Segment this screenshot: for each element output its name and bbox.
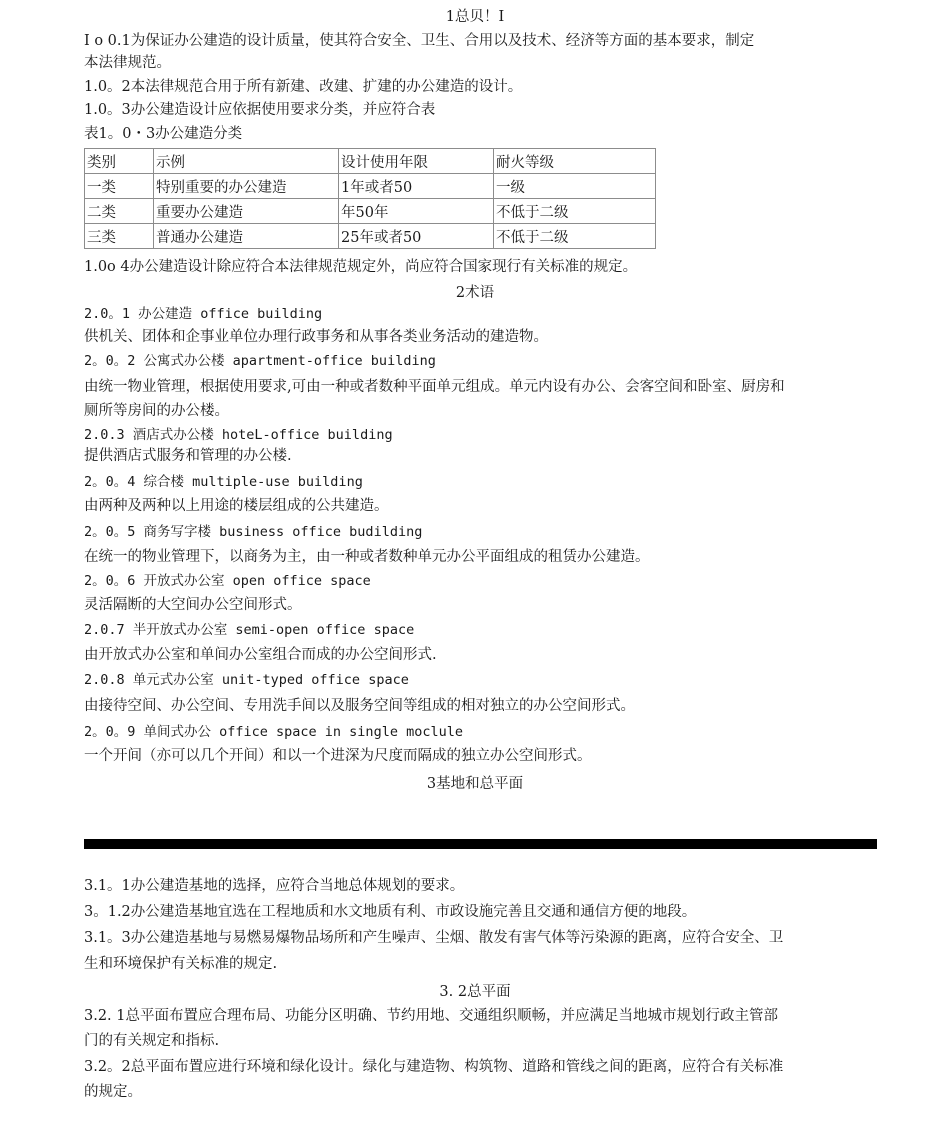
table-row (85, 224, 656, 249)
table-cell: 不低于二级 (494, 199, 656, 224)
classification-table (84, 148, 656, 249)
clause-3-2-1-line2: 门的有关规定和指标. (84, 1033, 220, 1049)
section-3-2-heading: 3. 2总平面 (439, 984, 511, 1000)
clause-1-0-2: 1.0。2本法律规范合用于所有新建、改建、扩建的办公建造的设计。 (84, 79, 523, 95)
term-definition: 由统一物业管理，根据使用要求,可由一种或者数种平面单元组成。单元内设有办公、会客空间和卧室、厨房和 (84, 379, 785, 395)
table-cell: 二类 (85, 199, 154, 224)
chapter-1-heading: 1总贝！I (445, 9, 505, 25)
clause-3-2-2-line1: 3.2。2总平面布置应进行环境和绿化设计。绿化与建造物、构筑物、道路和管线之间的距离，应符合有关标准 (84, 1059, 784, 1075)
term-title: 2。0。9 单间式办公 office space in single moclule (84, 724, 463, 740)
clause-3-2-1-line1: 3.2. 1总平面布置应合理布局、功能分区明确、节约用地、交通组织顺畅，并应满足当地城市规划行政主管部 (84, 1008, 778, 1024)
chapter-2-heading: 2术语 (455, 285, 495, 301)
table-cell: 不低于二级 (494, 224, 656, 249)
table-header-row (85, 149, 656, 174)
clause-3-1-3-line1: 3.1。3办公建造基地与易燃易爆物品场所和产生噪声、尘烟、散发有害气体等污染源的距离，应符合安全、卫 (84, 930, 784, 946)
clause-3-2-2-line2: 的规定。 (84, 1084, 142, 1100)
term-title: 2。0。6 开放式办公室 open office space (84, 573, 371, 589)
term-definition-cont: 厕所等房间的办公楼。 (84, 403, 229, 419)
term-definition: 由开放式办公室和单间办公室组合而成的办公空间形式. (84, 647, 437, 663)
clause-3-1-3-line2: 生和环境保护有关标准的规定. (84, 956, 278, 972)
clause-3-1-2: 3。1.2办公建造基地宜选在工程地质和水文地质有利、市政设施完善且交通和通信方便的地段。 (84, 904, 697, 920)
table-cell: 年50年 (339, 199, 494, 224)
table-cell: 一级 (494, 174, 656, 199)
table-row (85, 199, 656, 224)
table-cell: 普通办公建造 (154, 224, 339, 249)
table-cell: 1年或者50 (339, 174, 494, 199)
term-title: 2.0.3 酒店式办公楼 hoteL-office building (84, 427, 393, 443)
table-caption: 表1。0・3办公建造分类 (84, 126, 243, 142)
term-definition: 由接待空间、办公空间、专用洗手间以及服务空间等组成的相对独立的办公空间形式。 (84, 698, 635, 714)
table-cell: 25年或者50 (339, 224, 494, 249)
header-cell: 设计使用年限 (339, 149, 494, 174)
table-row (85, 174, 656, 199)
table-cell: 一类 (85, 174, 154, 199)
term-definition: 提供酒店式服务和管理的办公楼. (84, 448, 292, 464)
term-definition: 在统一的物业管理下，以商务为主，由一种或者数种单元办公平面组成的租赁办公建造。 (84, 549, 650, 565)
clause-1-0-1-line2: 本法律规范。 (84, 55, 171, 71)
clause-3-1-1: 3.1。1办公建造基地的选择，应符合当地总体规划的要求。 (84, 878, 465, 894)
table-cell: 三类 (85, 224, 154, 249)
chapter-3-heading: 3基地和总平面 (426, 776, 524, 792)
term-title: 2。0。5 商务写字楼 business office budilding (84, 524, 423, 540)
header-cell: 类别 (85, 149, 154, 174)
clause-1-0-1-line1: I o 0.1为保证办公建造的设计质量，使其符合安全、卫生、合用以及技术、经济等方面的基本要求，制定 (84, 33, 755, 49)
table-cell: 重要办公建造 (154, 199, 339, 224)
header-cell: 耐火等级 (494, 149, 656, 174)
term-title: 2.0。1 办公建造 office building (84, 306, 323, 322)
term-definition: 一个开间（亦可以几个开间）和以一个进深为尺度而隔成的独立办公空间形式。 (84, 748, 592, 764)
term-title: 2.0.7 半开放式办公室 semi-open office space (84, 622, 415, 638)
term-definition: 由两种及两种以上用途的楼层组成的公共建造。 (84, 498, 389, 514)
black-divider-bar (84, 839, 877, 849)
clause-1-0-4: 1.0o 4办公建造设计除应符合本法律规范规定外，尚应符合国家现行有关标准的规定。 (84, 259, 638, 275)
clause-1-0-3: 1.0。3办公建造设计应依据使用要求分类，并应符合表 (84, 102, 436, 118)
term-definition: 灵活隔断的大空间办公空间形式。 (84, 597, 302, 613)
table-cell: 特别重要的办公建造 (154, 174, 339, 199)
header-cell: 示例 (154, 149, 339, 174)
term-title: 2。0。4 综合楼 multiple-use building (84, 474, 363, 490)
term-title: 2.0.8 单元式办公室 unit-typed office space (84, 672, 409, 688)
term-definition: 供机关、团体和企事业单位办理行政事务和从事各类业务活动的建造物。 (84, 329, 548, 345)
term-title: 2。0。2 公寓式办公楼 apartment-office building (84, 353, 436, 369)
